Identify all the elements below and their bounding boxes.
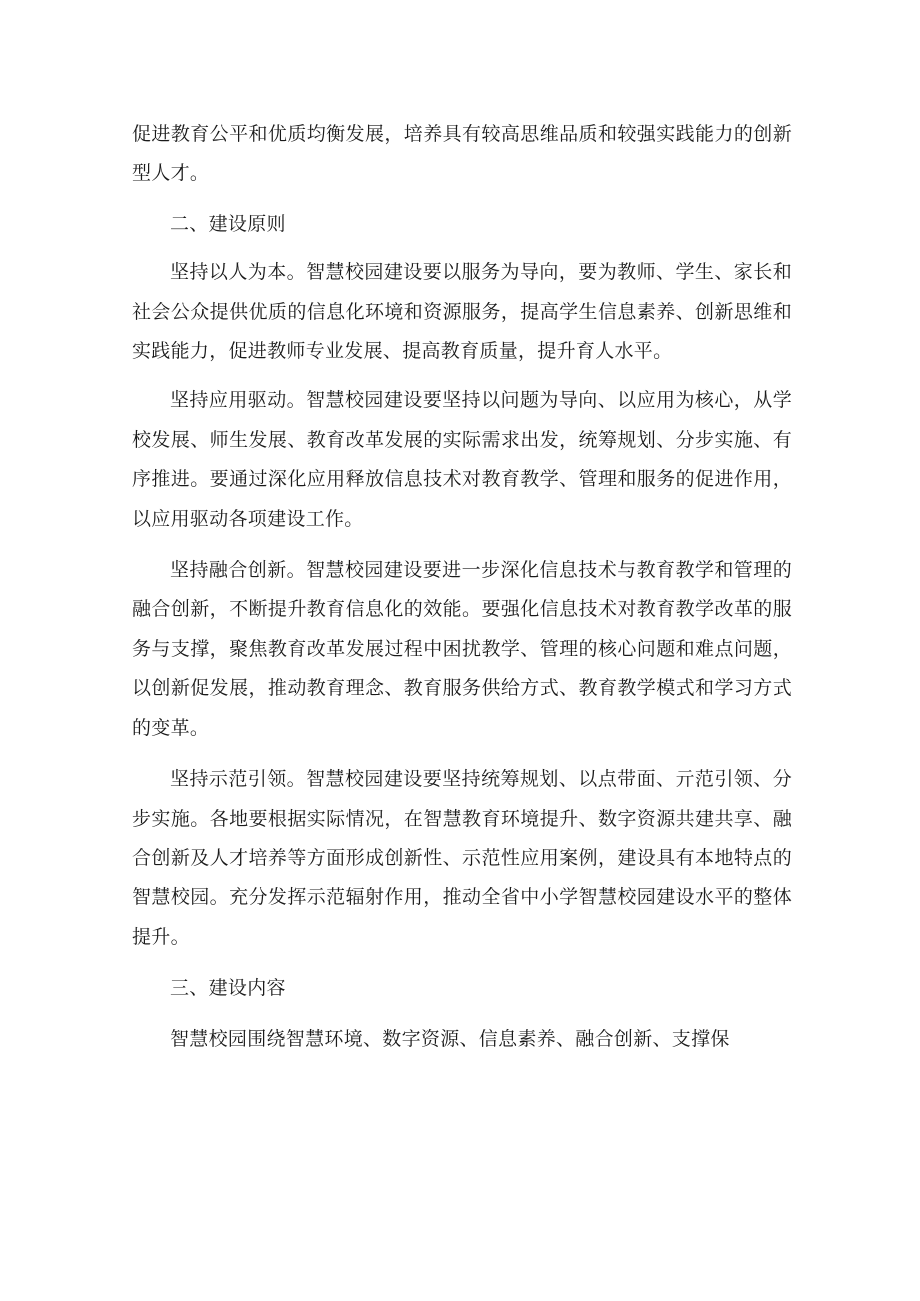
document-body (132, 115, 792, 1059)
paragraph-application-driven: 坚持应用驱动。智慧校园建设要坚持以问题为导向、以应用为核心，从学校发展、师生发展、教育改革发展的实际需求出发，统筹规划、分步实施、有序推进。要通过深化应用释放信息技术对教育教学、管理和服务的促进作用，以应用驱动各项建设工作。 (132, 389, 792, 530)
paragraph-continuation: 促进教育公平和优质均衡发展，培养具有较高思维品质和较强实践能力的创新型人才。 (132, 123, 792, 185)
paragraph-smart-campus-scope: 智慧校园围绕智慧环境、数字资源、信息素养、融合创新、支撑保 (170, 1027, 730, 1050)
paragraph-integration-innovation: 坚持融合创新。智慧校园建设要进一步深化信息技术与教育教学和管理的融合创新，不断提升教育信息化的效能。要强化信息技术对教育教学改革的服务与支撑，聚焦教育改革发展过程中困扰教学、管理的核心问题和难点问题，以创新促发展，推动教育理念、教育服务供给方式、教育教学模式和学习方式的变革。 (132, 559, 792, 739)
section-heading-content: 三、建设内容 (170, 977, 286, 1000)
section-heading-principles: 二、建设原则 (170, 212, 286, 235)
paragraph-demonstration-leading: 坚持示范引领。智慧校园建设要坚持统筹规划、以点带面、亓范引领、分步实施。各地要根据实际情况，在智慧教育环境提升、数字资源共建共享、融合创新及人才培养等方面形成创新性、示范性应用案例，建设具有本地特点的智慧校园。充分发挥示范辐射作用，推动全省中小学智慧校园建设水平的整体提升。 (132, 768, 792, 948)
paragraph-people-oriented: 坚持以人为本。智慧校园建设要以服务为导向，要为教师、学生、家长和社会公众提供优质的信息化环境和资源服务，提高学生信息素养、创新思维和实践能力，促进教师专业发展、提高教育质量，提升育人水平。 (132, 261, 792, 363)
